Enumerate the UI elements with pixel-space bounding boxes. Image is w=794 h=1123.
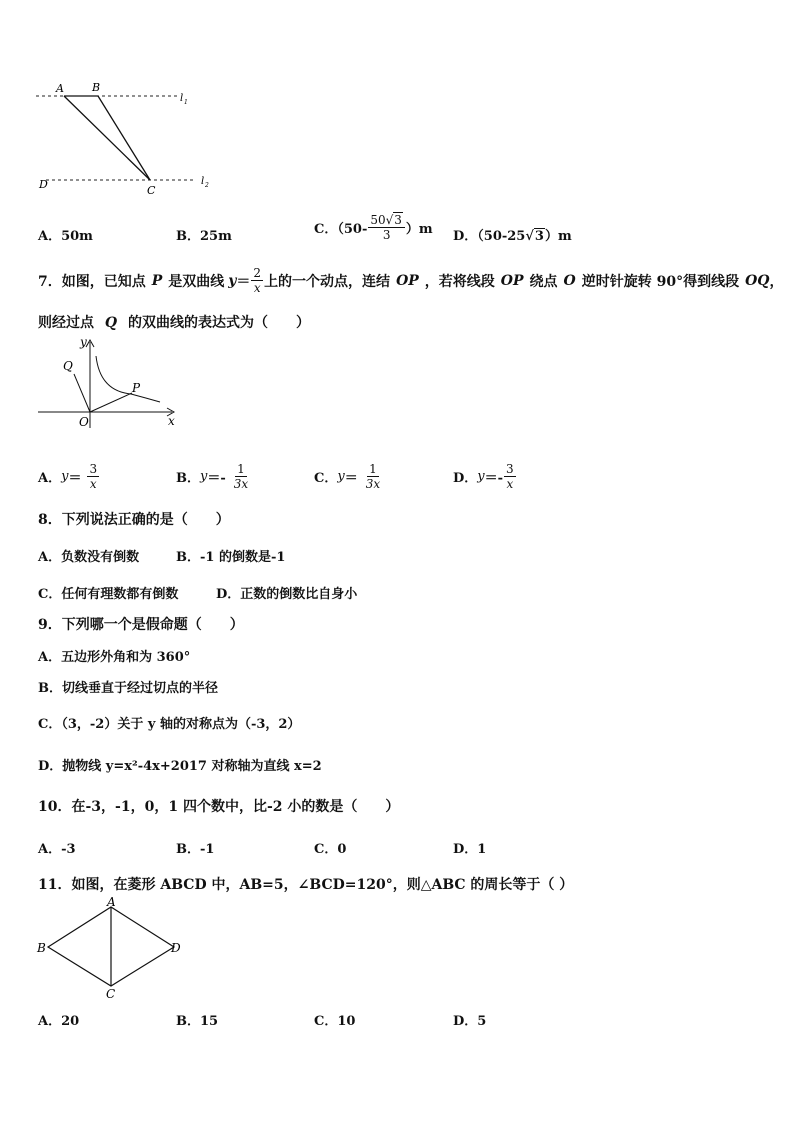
q7-text-line2-b: 的双曲线的表达式为（ ） <box>127 315 310 331</box>
q7-b-num: 1 <box>237 462 245 476</box>
q7-a-eq: ＝ <box>68 471 82 486</box>
q7-d-fraction <box>504 462 516 491</box>
q7-text-a: 7．如图，已知点 <box>38 273 146 290</box>
q7-option-c <box>314 462 383 491</box>
q7-text-c: 上的一个动点，连结 <box>264 273 391 290</box>
q7-a-prefix: A． <box>38 471 62 486</box>
q6-option-b: B．25m <box>176 229 232 244</box>
q8-option-d: D．正数的倒数比自身小 <box>216 587 358 602</box>
q9-option-c: C．（3，-2）关于 y 轴的对称点为（-3，2） <box>38 717 301 732</box>
q6-c-num: 50 <box>370 213 386 227</box>
q7-stem-line2 <box>38 312 310 332</box>
q7-a-fraction <box>87 462 99 491</box>
segment-OQ <box>74 374 90 412</box>
label-C: C <box>106 987 116 1001</box>
q7-OP-1: OP <box>396 272 419 289</box>
q10-option-c: C．0 <box>314 842 347 857</box>
q7-option-b <box>176 462 251 491</box>
q6-c-root: 3 <box>394 213 402 227</box>
label-D: D <box>171 941 181 955</box>
q9-option-b: B．切线垂直于经过切点的半径 <box>38 681 218 696</box>
q7-point-O: O <box>563 272 576 289</box>
label-l1: l <box>180 93 184 104</box>
q7-a-num: 3 <box>89 462 98 476</box>
q9-stem: 9．下列哪一个是假命题（ ） <box>38 617 244 633</box>
label-l2: l <box>201 176 205 187</box>
q11-option-a: A．20 <box>38 1014 80 1029</box>
q7-c-eq: ＝ <box>344 471 358 486</box>
q7-c-num: 1 <box>369 462 377 476</box>
q8-option-a: A．负数没有倒数 <box>38 550 140 565</box>
q11-stem: 11．如图，在菱形 ABCD 中，AB=5，∠BCD=120°，则△ABC 的周长等于（ ） <box>38 877 574 893</box>
q7-text-b: 是双曲线 <box>168 273 225 290</box>
q7-frac-num: 2 <box>253 266 262 280</box>
q6-option-c-fraction: $\frac{50√3}{3}$ <box>368 213 405 242</box>
q7-text-f: 逆时针旋转 90°得到线段 <box>581 273 740 290</box>
q8-option-b: B．-1 的倒数是-1 <box>176 550 286 565</box>
q7-fraction <box>251 266 263 295</box>
q7-b-eq: ＝- <box>207 471 226 486</box>
q7-c-y: y <box>337 469 345 484</box>
q7-text-e: 绕点 <box>529 273 558 290</box>
q9-option-a: A．五边形外角和为 360° <box>38 650 191 665</box>
q7-stem-line1 <box>38 266 783 295</box>
q11-option-b: B．15 <box>176 1014 219 1029</box>
label-l2-sub: 2 <box>205 182 209 189</box>
q11-option-c: C．10 <box>314 1014 356 1029</box>
segment-AC <box>64 96 150 180</box>
q7-c-fraction <box>364 462 382 491</box>
q7-d-den: x <box>506 477 514 491</box>
q11-option-d: D．5 <box>453 1014 487 1029</box>
q10-stem: 10．在-3，-1，0，1 四个数中，比-2 小的数是（ ） <box>38 799 400 815</box>
q7-text-d: ，若将线段 <box>424 273 495 290</box>
label-C: C <box>147 184 156 197</box>
label-A: A <box>56 82 64 95</box>
figure-q7-hyperbola <box>36 336 186 430</box>
q7-b-y: y <box>200 469 208 484</box>
q7-text-g: ， <box>769 273 784 290</box>
label-B: B <box>92 81 101 94</box>
q10-option-a: A．-3 <box>38 842 76 857</box>
q7-OQ: OQ <box>745 272 770 289</box>
q7-OP-2: OP <box>500 272 524 289</box>
q7-c-den: 3x <box>365 477 381 491</box>
label-l1-sub: 1 <box>184 99 188 106</box>
segment-OP <box>90 393 132 412</box>
q7-a-y: y <box>61 469 69 484</box>
q6-option-d-suffix: ）m <box>544 229 572 244</box>
q6-c-den: 3 <box>382 228 391 242</box>
q7-point-P: P <box>151 272 163 289</box>
q10-option-d: D．1 <box>453 842 487 857</box>
q7-point-Q: Q <box>104 315 118 331</box>
q7-d-eq: ＝- <box>484 471 504 486</box>
q6-option-c-prefix: C．（50- <box>314 222 368 237</box>
q9-option-d: D．抛物线 y=x²-4x+2017 对称轴为直线 x=2 <box>38 759 322 774</box>
q7-var-y: y <box>228 272 237 289</box>
q6-option-c-suffix: ）m <box>405 222 433 237</box>
q7-d-prefix: D． <box>453 471 478 486</box>
label-D: D <box>39 178 48 191</box>
label-B: B <box>37 941 46 955</box>
q6-option-d: D．（50-25√3）m <box>453 229 572 244</box>
figure-q11-rhombus <box>34 894 194 1004</box>
q6-option-a: A．50m <box>38 229 93 244</box>
q7-eq: ＝ <box>236 273 251 290</box>
q7-option-a <box>38 462 100 491</box>
label-A: A <box>107 895 116 909</box>
q7-b-prefix: B． <box>176 471 200 486</box>
q7-frac-den: x <box>253 281 261 295</box>
q7-a-den: x <box>89 477 97 491</box>
label-O: O <box>79 415 89 429</box>
label-x: x <box>168 414 175 428</box>
q7-text-line2-a: 则经过点 <box>38 315 94 331</box>
label-P: P <box>132 381 141 395</box>
q6-option-d-prefix: D．（50-25 <box>453 229 526 244</box>
q10-option-b: B．-1 <box>176 842 215 857</box>
q7-d-num: 3 <box>506 462 514 476</box>
q6-option-c <box>314 213 433 242</box>
q6-d-root: 3 <box>534 229 544 244</box>
q7-b-den: 3x <box>233 477 249 491</box>
q7-d-y: y <box>477 469 485 484</box>
q8-stem: 8．下列说法正确的是（ ） <box>38 512 230 528</box>
label-y: y <box>80 336 87 349</box>
figure-q6-parallel-lines <box>30 76 230 200</box>
segment-BC <box>98 96 150 180</box>
q7-b-fraction <box>232 462 250 491</box>
q8-option-c: C．任何有理数都有倒数 <box>38 587 179 602</box>
label-Q: Q <box>63 359 73 373</box>
q7-option-d <box>453 462 517 491</box>
q7-c-prefix: C． <box>314 471 338 486</box>
